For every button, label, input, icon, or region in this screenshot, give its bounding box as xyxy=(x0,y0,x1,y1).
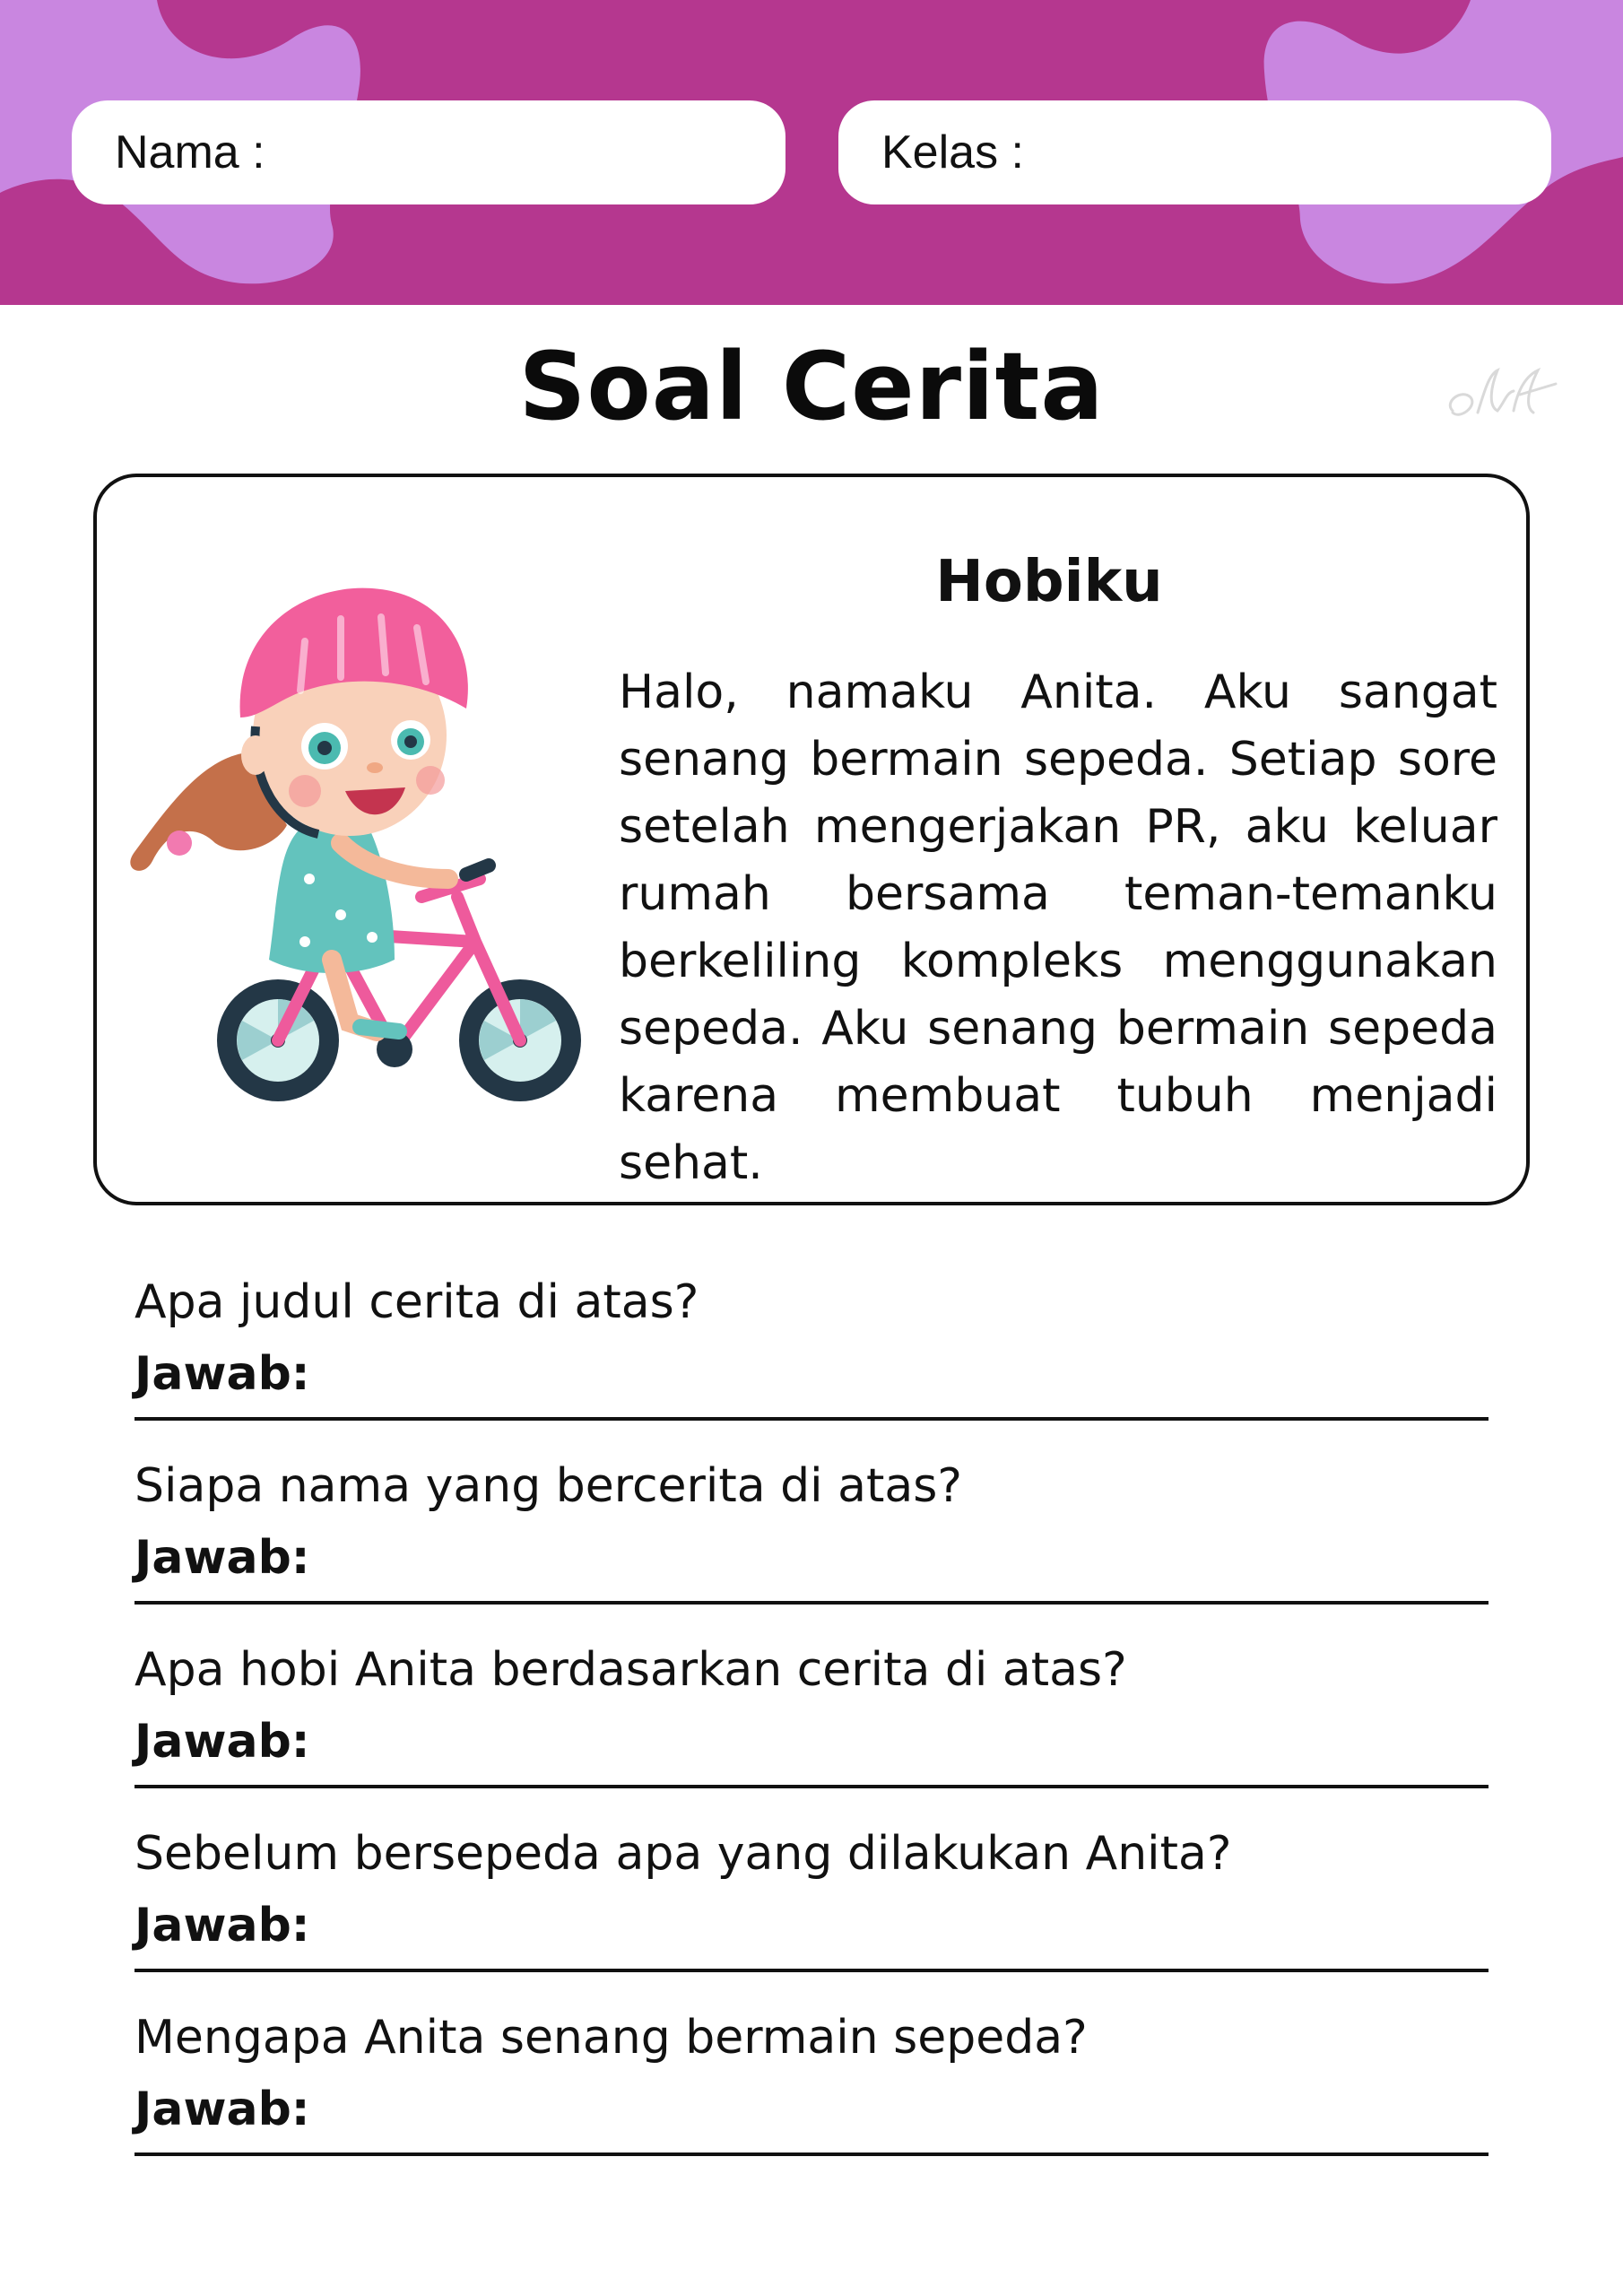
answer-label: Jawab: xyxy=(135,1531,310,1585)
question-item xyxy=(135,1459,1488,1585)
signature-mark xyxy=(1435,357,1560,429)
answer-line[interactable] xyxy=(135,1969,1488,1972)
answer-label: Jawab: xyxy=(135,1347,310,1401)
answer-line[interactable] xyxy=(135,1417,1488,1421)
name-field-label: Nama : xyxy=(115,126,265,178)
question-item xyxy=(135,1275,1488,1401)
header-band xyxy=(0,0,1623,305)
girl-riding-bicycle-illustration xyxy=(126,556,610,1130)
question-item xyxy=(135,1827,1488,1952)
question-item xyxy=(135,1643,1488,1769)
answer-label: Jawab: xyxy=(135,2083,310,2136)
answer-label: Jawab: xyxy=(135,1715,310,1769)
question-text: Sebelum bersepeda apa yang dilakukan Anita? xyxy=(135,1827,1232,1881)
class-field[interactable] xyxy=(838,100,1551,204)
question-text: Siapa nama yang bercerita di atas? xyxy=(135,1459,962,1513)
question-text: Apa judul cerita di atas? xyxy=(135,1275,699,1329)
answer-line[interactable] xyxy=(135,1601,1488,1605)
answer-label: Jawab: xyxy=(135,1899,310,1952)
answer-line[interactable] xyxy=(135,1785,1488,1788)
class-field-label: Kelas : xyxy=(881,126,1024,178)
answer-line[interactable] xyxy=(135,2152,1488,2156)
story-text: Halo, namaku Anita. Aku sangat senang bermain sepeda. Setiap sore setelah mengerjakan PR, aku keluar rumah bersama teman-temanku berkeliling kompleks menggunakan sepeda. Aku senang bermain sepeda karena membuat tubuh menjadi sehat. xyxy=(619,665,1497,1190)
question-text: Apa hobi Anita berdasarkan cerita di atas? xyxy=(135,1643,1127,1697)
question-item xyxy=(135,2011,1488,2136)
story-title: Hobiku xyxy=(935,549,1163,615)
question-text: Mengapa Anita senang bermain sepeda? xyxy=(135,2011,1088,2065)
name-field[interactable] xyxy=(72,100,785,204)
worksheet-title: Soal Cerita xyxy=(518,332,1105,441)
